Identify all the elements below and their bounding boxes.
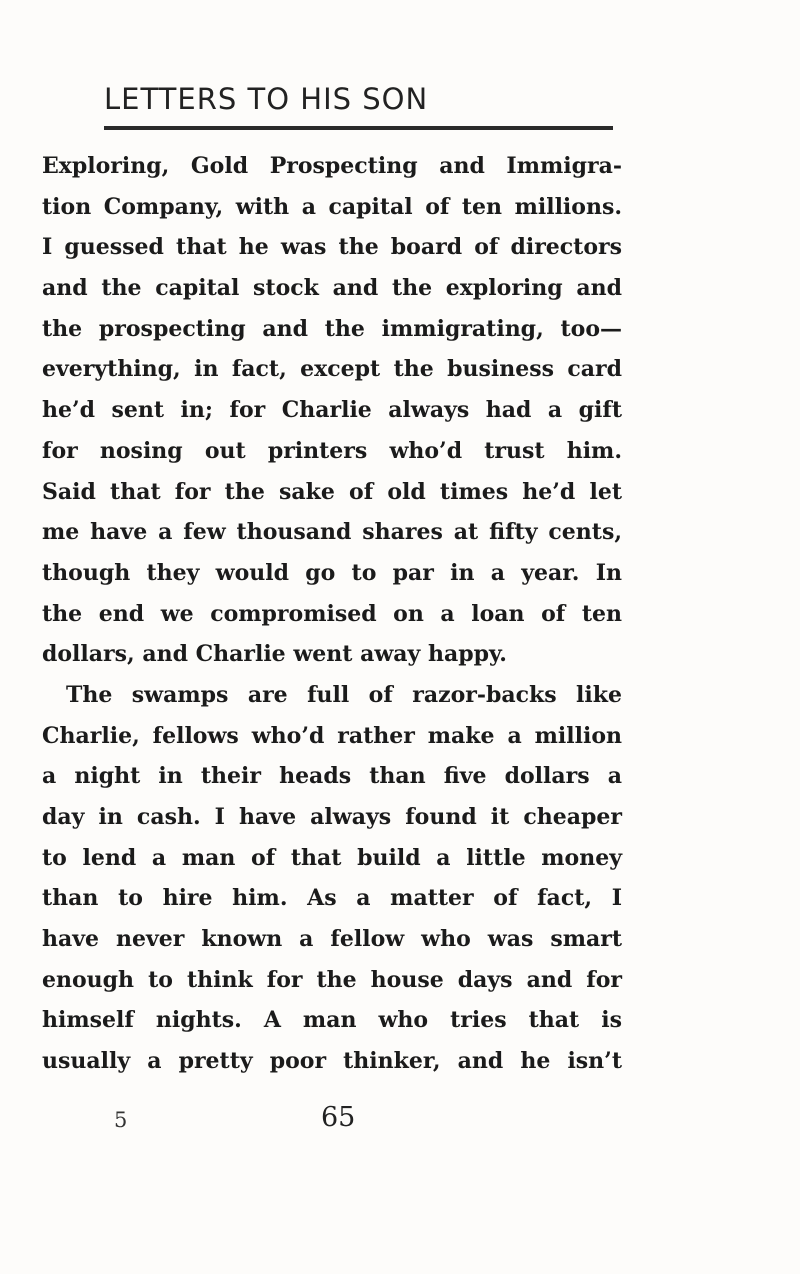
signature-mark: 5	[114, 1108, 128, 1132]
text-line: have never known a fellow who was smart	[42, 926, 622, 953]
page-number: 65	[321, 1102, 356, 1133]
text-line: everything, in fact, except the business card	[42, 356, 622, 383]
text-line: enough to think for the house days and for	[42, 966, 622, 993]
text-line: tion Company, with a capital of ten millions.	[42, 193, 622, 220]
text-line: dollars, and Charlie went away happy.	[42, 641, 507, 668]
text-line: the end we compromised on a loan of ten	[42, 600, 622, 627]
header-rule	[104, 126, 613, 130]
text-line: Said that for the sake of old times he’d let	[42, 478, 622, 505]
text-line: a night in their heads than five dollars a	[42, 763, 622, 790]
text-line: The swamps are full of razor-backs like	[66, 681, 622, 708]
text-line: himself nights. A man who tries that is	[42, 1007, 622, 1034]
text-line: for nosing out printers who’d trust him.	[42, 437, 622, 464]
text-line: day in cash. I have always found it cheaper	[42, 804, 622, 830]
text-line: though they would go to par in a year. In	[42, 559, 622, 586]
running-head: LETTERS TO HIS SON	[104, 82, 429, 116]
text-line: me have a few thousand shares at fifty cents,	[42, 519, 622, 546]
text-line: than to hire him. As a matter of fact, I	[42, 885, 622, 912]
text-line: Charlie, fellows who’d rather make a million	[42, 722, 622, 749]
text-line: he’d sent in; for Charlie always had a gift	[42, 397, 622, 424]
text-line: I guessed that he was the board of directors	[42, 234, 622, 261]
text-line: and the capital stock and the exploring and	[42, 275, 622, 302]
text-line: to lend a man of that build a little money	[42, 844, 622, 871]
body-text	[42, 146, 622, 1082]
text-line: Exploring, Gold Prospecting and Immigra-	[42, 153, 622, 179]
text-line: the prospecting and the immigrating, too—	[42, 315, 622, 342]
text-line: usually a pretty poor thinker, and he isn’t	[42, 1048, 622, 1075]
